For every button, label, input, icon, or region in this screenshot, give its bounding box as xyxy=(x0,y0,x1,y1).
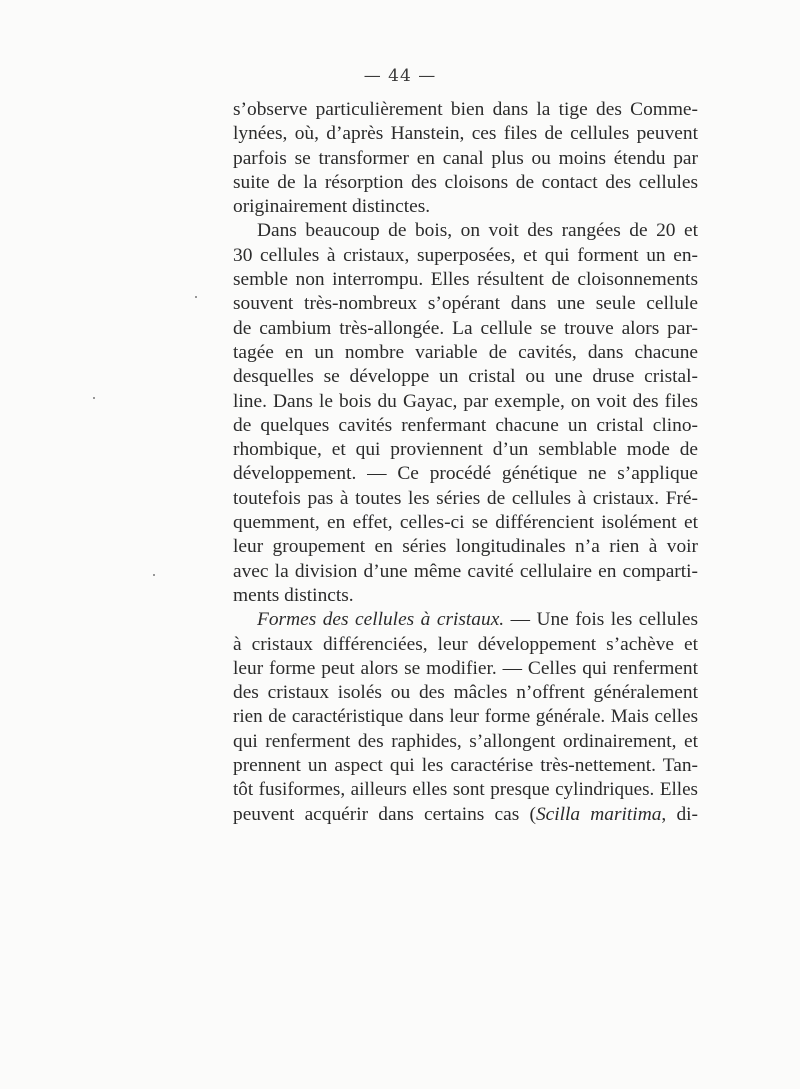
section-heading: Formes des cellules à cristaux. xyxy=(257,609,505,631)
text-fragment: , di- xyxy=(661,803,698,825)
text-line: qui renferment des raphides, s’allongent ordinairement, et xyxy=(233,730,698,752)
text-line: prennent un aspect qui les caractérise très-nettement. Tan- xyxy=(233,755,698,777)
page-number: — 44 — xyxy=(363,66,437,86)
text-line: tôt fusiformes, ailleurs elles sont presque cylindriques. Elles xyxy=(233,779,698,801)
text-line: à cristaux différenciées, leur développement s’achève et xyxy=(233,633,698,655)
text-line: avec la division d’une même cavité cellulaire en comparti- xyxy=(233,560,698,582)
text-line: quemment, en effet, celles-ci se différencient isolément et xyxy=(233,512,698,534)
text-line: tagée en un nombre variable de cavités, dans chacune xyxy=(233,341,698,363)
text-line xyxy=(233,803,698,827)
scan-speck xyxy=(93,397,95,399)
text-line: line. Dans le bois du Gayac, par exemple, on voit des files xyxy=(233,390,698,412)
text-line: suite de la résorption des cloisons de contact des cellules xyxy=(233,171,698,193)
text-line: de quelques cavités renfermant chacune un cristal clino- xyxy=(233,414,698,436)
text-line: lynées, où, d’après Hanstein, ces files de cellules peuvent xyxy=(233,123,698,145)
text-line: toutefois pas à toutes les séries de cellules à cristaux. Fré- xyxy=(233,487,698,509)
text-line: desquelles se développe un cristal ou une druse cristal- xyxy=(233,366,698,388)
text-line: rhombique, et qui proviennent d’un semblable mode de xyxy=(233,439,698,461)
text-line: des cristaux isolés ou des mâcles n’offrent généralement xyxy=(233,682,698,704)
text-line: semble non interrompu. Elles résultent de cloisonnements xyxy=(233,269,698,291)
text-line: ments distincts. xyxy=(233,584,354,606)
text-line: parfois se transformer en canal plus ou moins étendu par xyxy=(233,147,698,169)
text-line: s’observe particulièrement bien dans la tige des Comme- xyxy=(233,99,698,120)
text-fragment: peuvent acquérir dans certains cas ( xyxy=(233,803,536,825)
text-line: Dans beaucoup de bois, on voit des rangées de 20 et xyxy=(257,220,698,242)
text-fragment: — Une fois les cellules xyxy=(504,609,698,631)
scan-speck xyxy=(195,296,197,298)
text-line: leur groupement en séries longitudinales n’a rien à voir xyxy=(233,536,698,558)
body-text xyxy=(233,98,698,827)
text-line: originairement distinctes. xyxy=(233,196,431,218)
text-line: leur forme peut alors se modifier. — Celles qui renferment xyxy=(233,657,698,679)
text-line: de cambium très-allongée. La cellule se trouve alors par- xyxy=(233,317,698,339)
scan-speck xyxy=(153,574,155,576)
text-line xyxy=(233,608,698,632)
species-name: Scilla maritima xyxy=(535,803,662,825)
text-line: rien de caractéristique dans leur forme générale. Mais celles xyxy=(233,706,698,728)
text-line: développement. — Ce procédé génétique ne s’applique xyxy=(233,463,698,485)
text-line: 30 cellules à cristaux, superposées, et qui forment un en- xyxy=(233,244,698,266)
text-line: souvent très-nombreux s’opérant dans une seule cellule xyxy=(233,293,698,315)
